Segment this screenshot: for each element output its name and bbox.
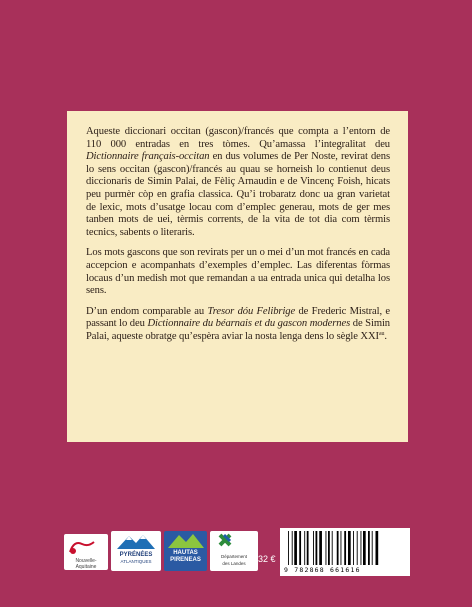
sponsor-logos [62, 528, 262, 574]
barcode-bars [288, 531, 402, 566]
blurb-text: de Simin Palai, aqueste obratge qu’espèra aviar la nosta lenga dens lo sègle XXI [86, 318, 390, 342]
blurb-text: de Frederic Mistral, e passant lo deu [86, 305, 391, 330]
blurb-text: D’un endom comparable au [86, 305, 208, 317]
book-title: Dictionnaire français-occitan [86, 151, 210, 163]
blurb-paragraph-1 [86, 126, 390, 239]
mountain-icon [111, 531, 161, 551]
hautas-line-2: PIRENEAS [170, 557, 201, 563]
pyrenees-line-2: ATLANTIQUES [120, 559, 152, 564]
hautes-pyrenees-logo [164, 531, 207, 571]
price: 32 € [258, 554, 276, 564]
blurb-text: Aqueste diccionari occitan (gascon)/francés que compta a l’entorn de 110 000 entradas en tres tòmes. Qu’amassa l’integralitat deu [86, 126, 390, 150]
blurb-text: en dus volumes de Per Noste, revirat dens lo sens occitan (gascon)/francés au quau se horneish lo contienut deus diccionaris de Simin Palai, de Fèliç Arnaudin e de Vincenç Foish, hicats peu purmèr còp en grafia classica. Qu’i trobaratz donc ua gran varietat de lexic, mots d’usatge locau com d’emplec generau, mots de ger mes tanben mots de uei, tèrmis corrents, de la vita de tot dia com tèrmis tecnics, sabents o literaris. [86, 151, 390, 238]
landes-logo [210, 531, 258, 571]
pyrenees-line-1: PYRÉNÉES [119, 552, 153, 558]
nouvelle-aquitaine-logo [64, 534, 108, 570]
book-title: Dictionnaire du béarnais et du gascon modernes [147, 318, 351, 330]
nouvelle-aquitaine-label: Nouvelle-Aquitaine [75, 558, 97, 570]
nouvelle-aquitaine-emblem-icon [64, 534, 108, 560]
blurb-paragraph-2: Los mots gascons que son revirats per un o mei d’un mot francés en cada accepcion e acompanhats d’exemples d’emplec. Las diferentas fòrmas locaus d’un medish mot que remandan a ua entrada unica qui detalha los sens. [86, 247, 390, 297]
blurb-text: . [384, 330, 387, 342]
isbn-barcode [280, 528, 410, 576]
isbn-number: 9 782868 661616 [284, 566, 361, 574]
superscript: au [378, 330, 385, 337]
landes-line-1: Département [220, 554, 247, 559]
landes-emblem-icon [210, 531, 258, 553]
pyrenees-atlantiques-logo [111, 531, 161, 571]
blurb-paragraph-3 [86, 306, 390, 344]
blurb-panel [67, 111, 408, 442]
hautas-line-1: HAUTAS [173, 550, 198, 556]
book-title: Tresor dóu Felibrige [207, 305, 296, 317]
landes-line-2: des Landes [222, 561, 246, 566]
mountain-icon [164, 531, 207, 549]
